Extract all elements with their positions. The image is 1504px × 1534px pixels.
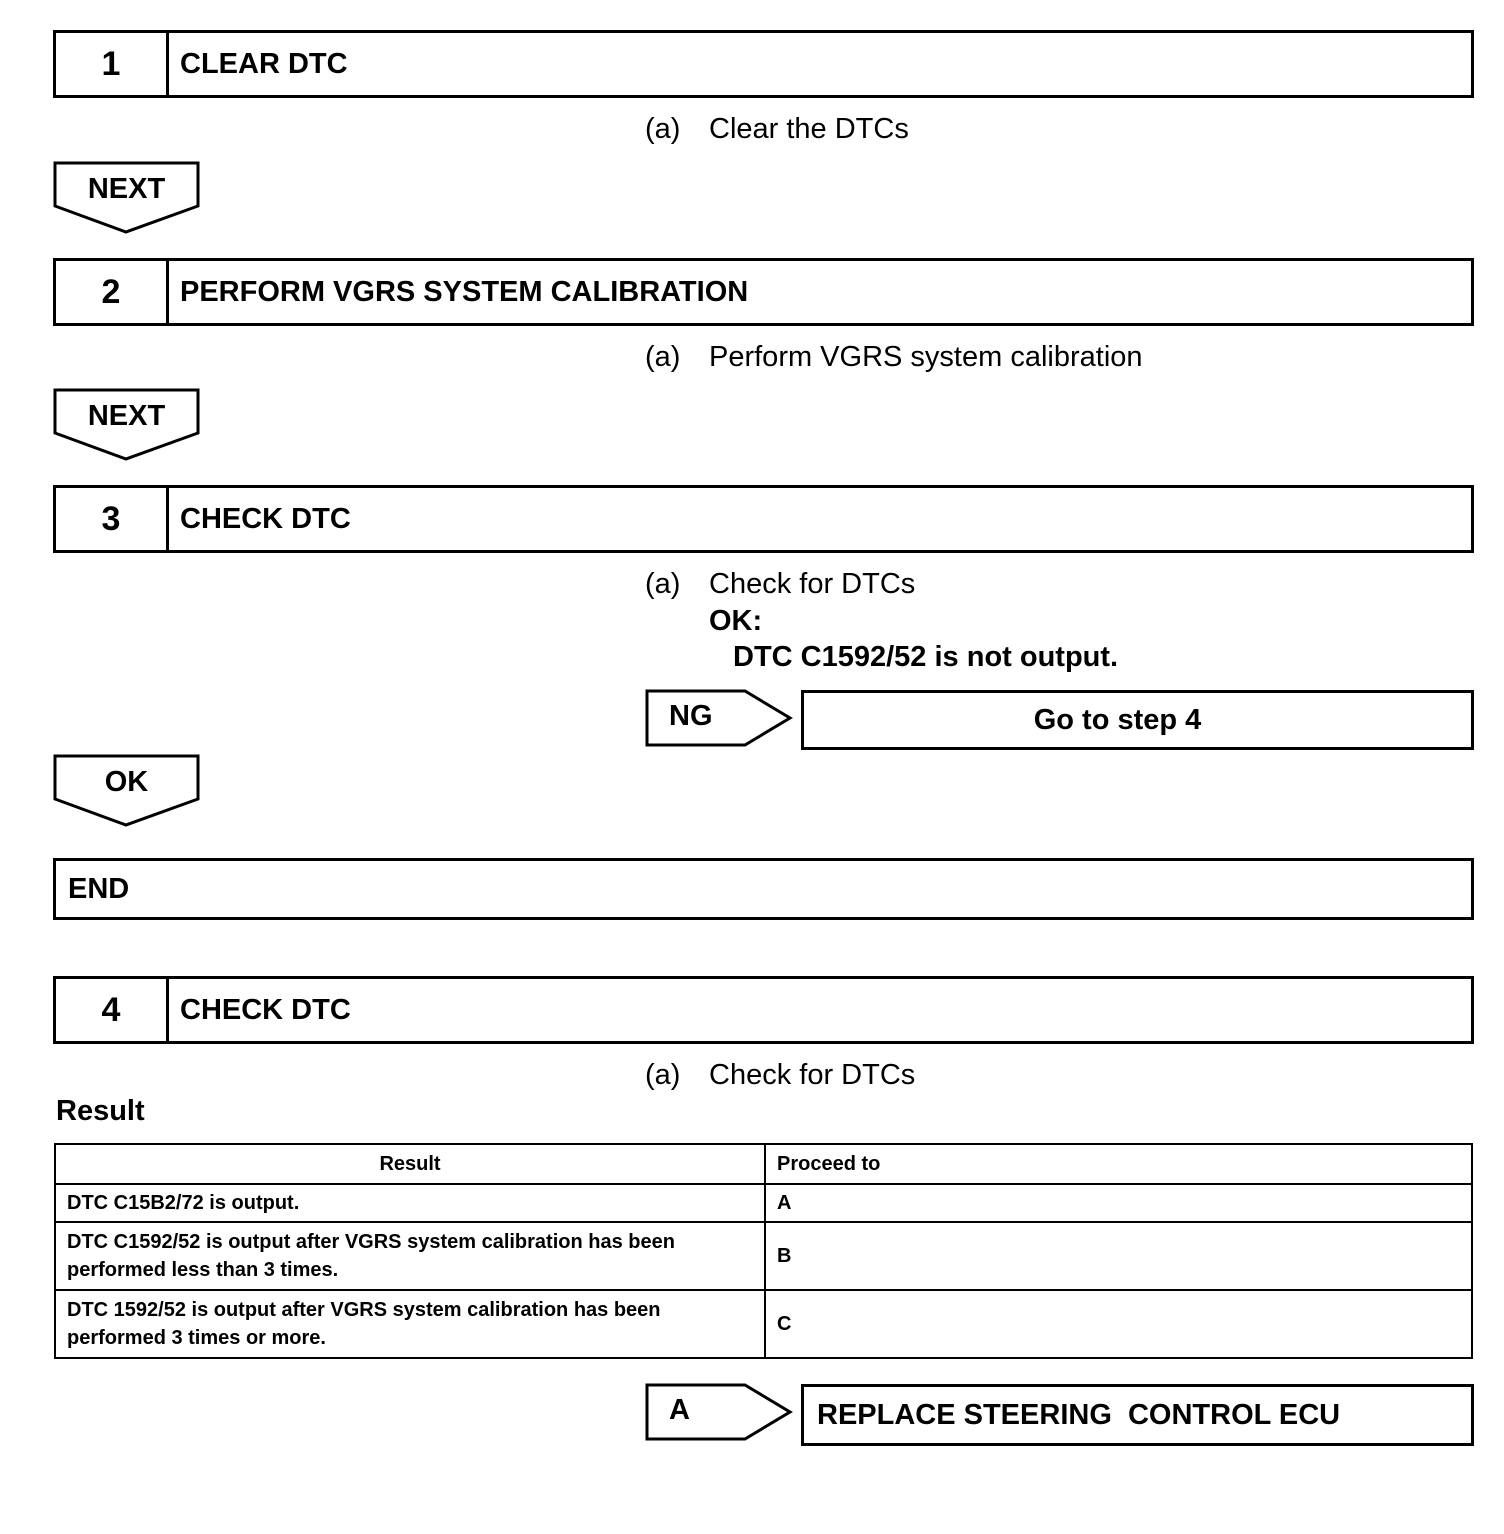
next-arrow-1[interactable] [53, 161, 200, 235]
step-1-instruction [645, 113, 909, 146]
next-label: NEXT [87, 400, 166, 432]
right-arrow-icon [645, 1382, 795, 1442]
result-cell: DTC C15B2/72 is output. [55, 1184, 765, 1222]
step-2-header [53, 258, 1474, 326]
ok-arrow[interactable] [53, 754, 200, 828]
ng-label: NG [669, 700, 713, 732]
step-3-instruction [645, 568, 915, 601]
replace-ecu-button[interactable]: REPLACE STEERING CONTROL ECU [801, 1384, 1474, 1446]
ng-arrow[interactable] [645, 688, 795, 748]
result-cell: DTC C1592/52 is output after VGRS system calibration has been performed less than 3 times. [55, 1222, 765, 1290]
step-1-header [53, 30, 1474, 98]
instruction-letter: (a) [645, 113, 681, 145]
column-header-result: Result [55, 1144, 765, 1184]
result-heading: Result [56, 1095, 145, 1127]
column-header-proceed: Proceed to [765, 1144, 1472, 1184]
ok-label: OK: [709, 605, 763, 637]
result-cell: DTC 1592/52 is output after VGRS system calibration has been performed 3 times or more. [55, 1290, 765, 1358]
step-title: CHECK DTC [180, 502, 351, 535]
result-table [54, 1143, 1473, 1359]
instruction-text: Check for DTCs [709, 568, 916, 600]
proceed-cell: A [765, 1184, 1472, 1222]
right-arrow-icon [645, 688, 795, 748]
step-title: PERFORM VGRS SYSTEM CALIBRATION [180, 275, 749, 308]
proceed-cell: B [765, 1222, 1472, 1290]
step-title: CHECK DTC [180, 993, 351, 1026]
instruction-letter: (a) [645, 341, 681, 373]
step-title: CLEAR DTC [180, 47, 348, 80]
table-header-row [55, 1144, 1472, 1184]
branch-a-arrow[interactable] [645, 1382, 795, 1442]
table-row [55, 1222, 1472, 1290]
step-number: 4 [56, 979, 169, 1041]
table-row [55, 1184, 1472, 1222]
ok-arrow-label: OK [104, 766, 149, 798]
end-box: END [53, 858, 1474, 920]
instruction-text: Check for DTCs [709, 1059, 916, 1091]
ok-condition: DTC C1592/52 is not output. [733, 641, 1119, 673]
instruction-text: Perform VGRS system calibration [709, 341, 1143, 373]
branch-a-label: A [669, 1394, 690, 1426]
step-number: 2 [56, 261, 169, 323]
next-label: NEXT [87, 173, 166, 205]
next-arrow-2[interactable] [53, 388, 200, 462]
step-4-instruction [645, 1059, 915, 1092]
instruction-text: Clear the DTCs [709, 113, 909, 145]
step-4-header [53, 976, 1474, 1044]
step-2-instruction [645, 341, 1143, 374]
step-number: 1 [56, 33, 169, 95]
instruction-letter: (a) [645, 1059, 681, 1091]
step-number: 3 [56, 488, 169, 550]
instruction-letter: (a) [645, 568, 681, 600]
proceed-cell: C [765, 1290, 1472, 1358]
table-row [55, 1290, 1472, 1358]
step-3-header [53, 485, 1474, 553]
go-to-step-4-button[interactable]: Go to step 4 [801, 690, 1474, 750]
